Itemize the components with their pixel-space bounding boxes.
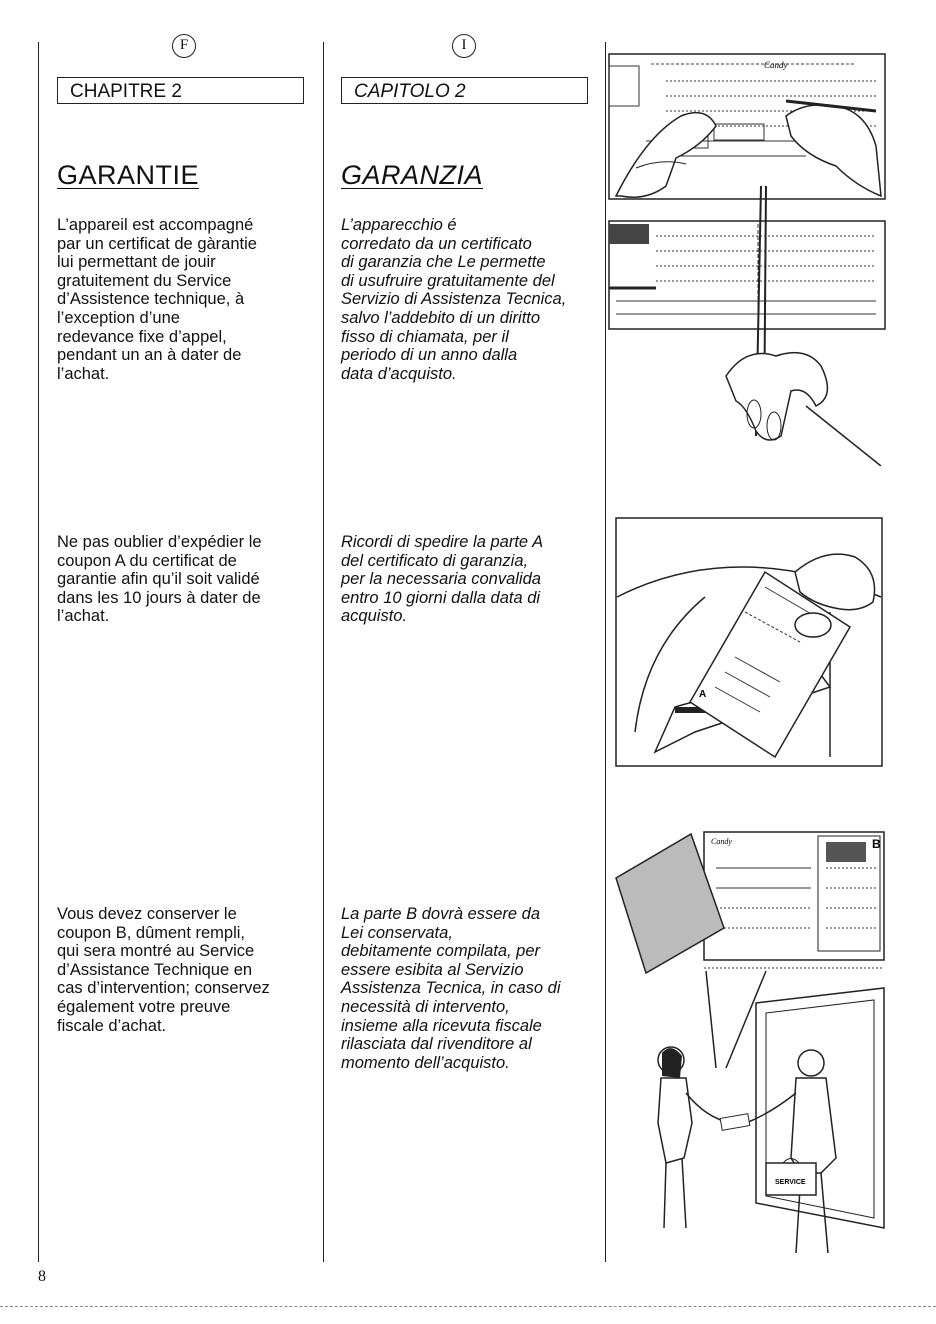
italian-paragraph-1: L’apparecchio é corredato da un certificato di garanzia che Le permette di usufruire gratuitamente del Servizio di Assistenza Tecnica, salvo l’addebito di un diritto fisso di chiamata, per il periodo di un anno dalla data d’acquisto. bbox=[341, 216, 567, 383]
italian-section-title: GARANZIA bbox=[341, 160, 484, 190]
column-divider-left bbox=[38, 42, 39, 1262]
french-paragraph-3: Vous devez conserver le coupon B, dûment rempli, qui sera montré au Service d’Assistance Technique en cas d’intervention; conservez également votre preuve fiscale d’achat. bbox=[57, 905, 270, 1035]
italian-chapter-heading: CAPITOLO 2 bbox=[341, 77, 588, 104]
italian-paragraph-2: Ricordi di spedire la parte A del certificato di garanzia, per la necessaria convalida entro 10 giorni dalla data di acquisto. bbox=[341, 533, 544, 626]
column-divider-middle bbox=[323, 42, 324, 1262]
card-brand-label-2: Candy bbox=[711, 837, 732, 846]
card-brand-label: Candy bbox=[764, 60, 788, 70]
french-chapter-heading: CHAPITRE 2 bbox=[57, 77, 304, 104]
french-language-badge: F bbox=[172, 34, 196, 58]
french-paragraph-1: L’appareil est accompagné par un certificat de gàrantie lui permettant de jouir gratuitement du Service d’Assistence technique, à l’exception d’une redevance fixe d’appel, pendant un an à dater de l’achat. bbox=[57, 216, 257, 383]
service-case-label: SERVICE bbox=[775, 1179, 806, 1186]
italian-language-badge: I bbox=[452, 34, 476, 58]
illustration-fill-and-cut-certificate bbox=[606, 46, 888, 466]
illustration-show-coupon-b bbox=[606, 828, 888, 1258]
french-paragraph-2: Ne pas oublier d’expédier le coupon A du certificat de garantie afin qu’il soit validé dans les 10 jours à dater de l’achat. bbox=[57, 533, 262, 626]
italian-paragraph-3: La parte B dovrà essere da Lei conservata, debitamente compilata, per essere esibita al Servizio Assistenza Tecnica, in caso di necessità di intervento, insieme alla ricevuta fiscale rilasciata dal rivenditore al momento dell’acquisto. bbox=[341, 905, 561, 1072]
illustration-send-coupon-a bbox=[615, 517, 883, 767]
footer-rule bbox=[0, 1306, 936, 1307]
coupon-b-letter: B bbox=[872, 837, 881, 851]
page-number: 8 bbox=[38, 1268, 46, 1285]
coupon-a-letter: A bbox=[699, 689, 707, 700]
french-section-title: GARANTIE bbox=[57, 160, 200, 190]
